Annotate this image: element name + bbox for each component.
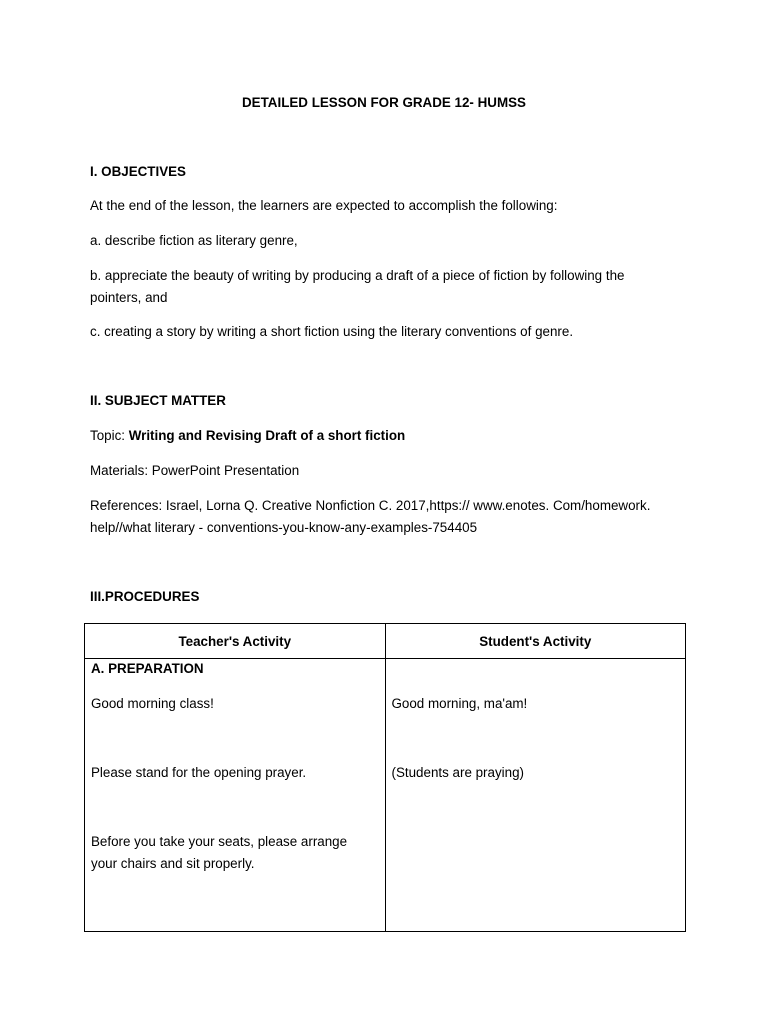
objectives-heading: I. OBJECTIVES — [90, 164, 186, 179]
objective-b-line1: b. appreciate the beauty of writing by producing a draft of a piece of fiction by following the — [90, 268, 625, 283]
teacher-line-2: Please stand for the opening prayer. — [91, 765, 307, 780]
teacher-line-3b: your chairs and sit properly. — [91, 856, 255, 871]
references-line1: References: Israel, Lorna Q. Creative Nonfiction C. 2017,https:// www.enotes. Com/homework. — [90, 498, 651, 513]
section-preparation: A. PREPARATION — [91, 661, 204, 676]
procedures-table — [84, 623, 686, 932]
teacher-line-3a: Before you take your seats, please arrange — [91, 834, 348, 849]
teacher-activity-cell — [85, 659, 386, 932]
procedures-heading: III.PROCEDURES — [90, 589, 200, 604]
objective-b-line2: pointers, and — [90, 290, 168, 305]
student-line-2: (Students are praying) — [391, 765, 524, 780]
topic-line — [90, 425, 405, 447]
teacher-line-1: Good morning class! — [91, 696, 214, 711]
teacher-activity-header: Teacher's Activity — [85, 624, 386, 659]
page-title: DETAILED LESSON FOR GRADE 12- HUMSS — [242, 95, 526, 110]
materials-line: Materials: PowerPoint Presentation — [90, 463, 300, 478]
objectives-intro: At the end of the lesson, the learners are expected to accomplish the following: — [90, 198, 558, 213]
references-line2: help//what literary - conventions-you-know-any-examples-754405 — [90, 520, 478, 535]
topic-value: Writing and Revising Draft of a short fiction — [128, 428, 406, 443]
student-activity-header: Student's Activity — [385, 624, 686, 659]
table-row — [85, 659, 686, 932]
objective-a: a. describe fiction as literary genre, — [90, 233, 298, 248]
table-header-row — [85, 624, 686, 659]
student-activity-cell — [385, 659, 686, 932]
subject-matter-heading: II. SUBJECT MATTER — [90, 393, 226, 408]
topic-label: Topic: — [90, 428, 125, 443]
student-line-1: Good morning, ma'am! — [391, 696, 528, 711]
objective-c: c. creating a story by writing a short fiction using the literary conventions of genre. — [90, 324, 574, 339]
